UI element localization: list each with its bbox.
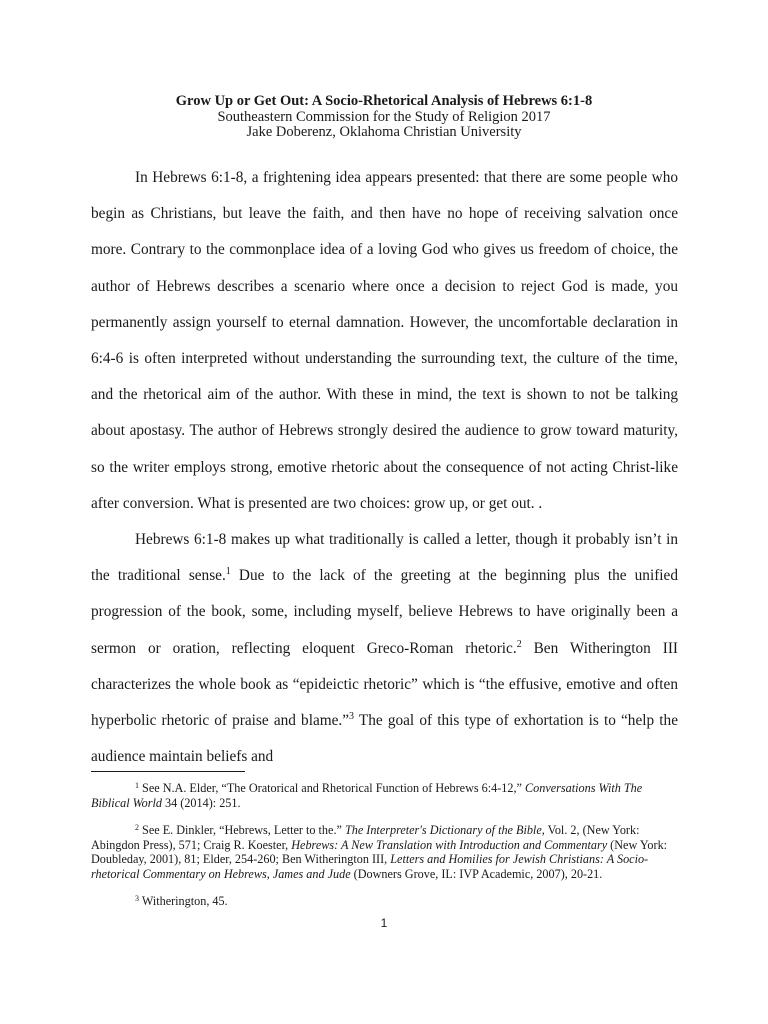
footnote-1-text-b: 34 (2014): 251. (161, 795, 241, 810)
footnote-2-italic-b: Hebrews: A New Translation with Introduction and Commentary (291, 837, 608, 852)
footnote-2-text-c: (New York: Doubleday, 2001), 81; Elder, 254-260; Ben Witherington III, (91, 837, 668, 866)
footnote-ref-1: 1 (225, 566, 231, 578)
conference-name: Southeastern Commission for the Study of Religion 2017 (217, 108, 551, 125)
paragraph-2-part-3: Ben Witherington III characterizes the whole book as “epideictic rhetoric” which is “the effusive, emotive and often hyperbolic rhetoric of praise and blame.” (91, 639, 679, 730)
footnote-2-text-a: See E. Dinkler, “Hebrews, Letter to the.” (139, 823, 345, 837)
page-number: 1 (380, 916, 388, 930)
paragraph-2-part-2: Due to the lack of the greeting at the beginning plus the unified progression of the book, some, including myself, believe Hebrews to have originally been a sermon or oration, reflecting eloquent Greco-Roman rhetoric. (91, 567, 678, 657)
author-affiliation: Jake Doberenz, Oklahoma Christian University (246, 124, 522, 140)
paragraph-2 (91, 522, 678, 775)
footnote-separator (91, 771, 245, 772)
footnote-1-number: 1 (135, 781, 139, 790)
paper-title: Grow Up or Get Out: A Socio-Rhetorical Analysis of Hebrews 6:1-8 (175, 93, 593, 109)
paper-header (0, 94, 768, 141)
footnote-2-text-d: (Downers Grove, IL: IVP Academic, 2007), 20-21. (350, 866, 603, 881)
footnote-2-text-b: , Vol. 2, (New York: Abingdon Press), 571; Craig R. Koester, (91, 823, 640, 852)
footnotes (91, 781, 678, 922)
footnote-1 (91, 781, 678, 810)
footnote-1-italic-a: Conversations With The Biblical World (91, 781, 643, 810)
footnote-1-text-a: See N.A. Elder, “The Oratorical and Rhetorical Function of Hebrews 6:4-12,” (139, 781, 526, 795)
footnote-3-number: 3 (135, 894, 139, 903)
footnote-3 (91, 894, 678, 909)
footnote-2-italic-a: The Interpreter's Dictionary of the Bible (344, 823, 542, 837)
paragraph-2-part-4: The goal of this type of exhortation is to “help the audience maintain beliefs and (91, 712, 678, 766)
footnote-2 (91, 823, 678, 881)
footnote-3-text-a: Witherington, 45. (139, 894, 228, 908)
paragraph-2-part-1: Hebrews 6:1-8 makes up what traditionally is called a letter, though it probably isn’t in the traditional sense. (91, 531, 678, 585)
footnote-2-number: 2 (135, 823, 139, 832)
footnote-2-italic-c: Letters and Homilies for Jewish Christians: A Socio-rhetorical Commentary on Hebrews, James and Jude (91, 852, 649, 881)
footnote-ref-3: 3 (349, 711, 355, 723)
footnote-ref-2: 2 (516, 638, 522, 650)
body-text (91, 160, 678, 775)
paragraph-1: In Hebrews 6:1-8, a frightening idea appears presented: that there are some people who begin as Christians, but leave the faith, and then have no hope of receiving salvation once more. Contrary to the commonplace idea of a loving God who gives us freedom of choice, the author of Hebrews describes a scenario where once a decision to reject God is made, you permanently assign yourself to eternal damnation. However, the uncomfortable declaration in 6:4-6 is often interpreted without understanding the surrounding text, the culture of the time, and the rhetorical aim of the author. With these in mind, the text is shown to not be talking about apostasy. The author of Hebrews strongly desired the audience to grow toward maturity, so the writer employs strong, emotive rhetoric about the consequence of not acting Christ-like after conversion. What is presented are two choices: grow up, or get out. . (91, 169, 678, 512)
